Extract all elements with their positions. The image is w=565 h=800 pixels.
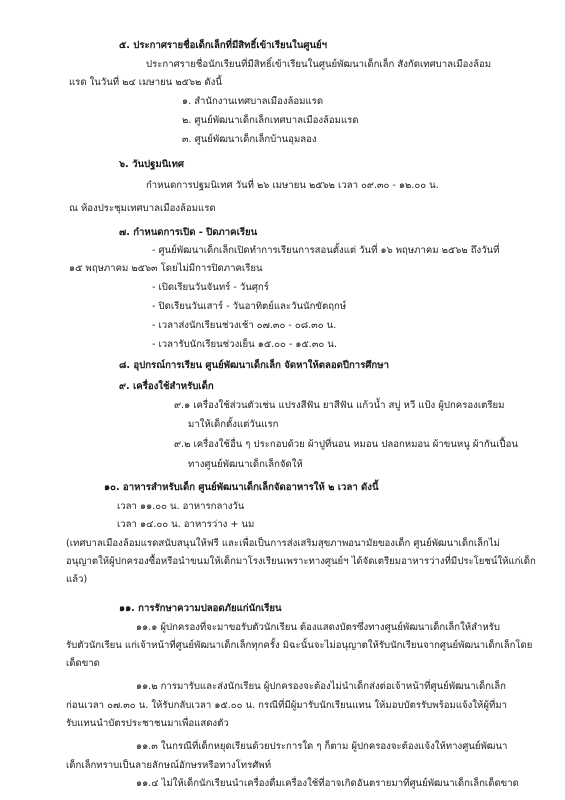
section-10-note-line-3: แล้ว) (66, 574, 88, 585)
section-9-item-1-line-2: มาให้เด็กตั้งแต่วันแรก (188, 419, 279, 430)
section-11-p1-line-1: ๑๑.๑ ผู้ปกครองที่จะมาขอรับตัวนักเรียน ต้องแสดงบัตรซึ่งทางศูนย์พัฒนาเด็กเล็กให้สำหรับ (136, 622, 500, 633)
section-7-line-2: ๑๕ พฤษภาคม ๒๕๖๓ โดยไม่มีการปิดภาคเรียน (69, 263, 263, 274)
section-7-line-1: - ศูนย์พัฒนาเด็กเล็กเปิดทำการเรียนการสอนตั้งแต่ วันที่ ๑๖ พฤษภาคม ๒๕๖๒ ถึงวันที่ (152, 245, 500, 256)
section-9-item-2-line-2: ทางศูนย์พัฒนาเด็กเล็กจัดให้ (188, 459, 303, 470)
section-6-title: ๖. วันปฐมนิเทศ (119, 159, 184, 170)
section-10-title: ๑๐. อาหารสำหรับเด็ก ศูนย์พัฒนาเด็กเล็กจัดอาหารให้ ๒ เวลา ดังนี้ (104, 482, 379, 493)
section-10-meal-1: เวลา ๑๑.๐๐ น. อาหารกลางวัน (117, 501, 245, 512)
section-11-p3-line-2: เด็กเล็กทราบเป็นลายลักษณ์อักษรหรือทางโทรศัพท์ (66, 760, 272, 771)
section-9-item-1-line-1: ๙.๑ เครื่องใช้ส่วนตัวเช่น แปรงสีฟัน ยาสีฟัน แก้วน้ำ สบู่ หวี แป้ง ผู้ปกครองเตรียม (174, 400, 505, 411)
section-5-item-1: ๑. สำนักงานเทศบาลเมืองล้อมแรด (182, 96, 324, 107)
section-11-p4-line-1: ๑๑.๔ ไม่ให้เด็กนักเรียนนำเครื่องดื่มเครื่องใช้ที่อาจเกิดอันตรายมาที่ศูนย์พัฒนาเด็กเล็กเด็ดขาด (136, 778, 519, 789)
section-6-line-2: ณ ห้องประชุมเทศบาลเมืองล้อมแรด (69, 203, 216, 214)
section-6-line-1: กำหนดการปฐมนิเทศ วันที่ ๒๖ เมษายน ๒๕๖๒ เวลา ๐๙.๓๐ - ๑๒.๐๐ น. (146, 180, 439, 191)
section-7-item-1: - เปิดเรียนวันจันทร์ - วันศุกร์ (152, 282, 269, 293)
section-7-title: ๗. กำหนดการเปิด - ปิดภาคเรียน (119, 227, 258, 238)
section-5-item-2: ๒. ศูนย์พัฒนาเด็กเล็กเทศบาลเมืองล้อมแรด (182, 115, 359, 126)
section-7-item-4: - เวลารับนักเรียนช่วงเย็น ๑๕.๐๐ - ๑๕.๓๐ น. (152, 339, 337, 350)
section-8-title: ๘. อุปกรณ์การเรียน ศูนย์พัฒนาเด็กเล็ก จัดหาให้ตลอดปีการศึกษา (119, 360, 389, 371)
section-11-p1-line-2: รับตัวนักเรียน แก่เจ้าหน้าที่ศูนย์พัฒนาเด็กเล็กทุกครั้ง มิฉะนั้นจะไม่อนุญาตให้รับนักเรียนจากศูนย์พัฒนาเด็กเล็กโดย (66, 640, 533, 651)
section-5-line-1: ประกาศรายชื่อนักเรียนที่มีสิทธิ์เข้าเรียนในศูนย์พัฒนาเด็กเล็ก สังกัดเทศบาลเมืองล้อม (146, 59, 492, 70)
section-10-note-line-1: (เทศบาลเมืองล้อมแรดสนับสนุนให้ฟรี และเพื่อเป็นการส่งเสริมสุขภาพอนามัยของเด็ก ศูนย์พัฒนาเด็กเล็กไม่ (66, 538, 500, 549)
section-5-item-3: ๓. ศูนย์พัฒนาเด็กเล็กบ้านอุมลอง (182, 134, 317, 145)
section-11-p2-line-2: ก่อนเวลา ๐๗.๓๐ น. ให้รับกลับเวลา ๑๕.๐๐ น. กรณีที่มีผู้มารับนักเรียนแทน ให้มอบบัตรรับพร้อมแจ้งให้ผู้ที่มา (66, 700, 507, 711)
section-10-note-line-2: อนุญาตให้ผู้ปกครองซื้อหรือนำขนมให้เด็กมาโรงเรียนเพราะทางศูนย์ฯ ได้จัดเตรียมอาหารว่างที่มีประโยชน์ให้แก่เด็ก (66, 556, 536, 567)
section-11-p2-line-1: ๑๑.๒ การมารับและส่งนักเรียน ผู้ปกครองจะต้องไม่นำเด็กส่งต่อเจ้าหน้าที่ศูนย์พัฒนาเด็กเล็ก (136, 681, 506, 692)
section-11-p1-line-3: เด็ดขาด (66, 658, 100, 669)
section-10-meal-2: เวลา ๑๔.๐๐ น. อาหารว่าง + นม (117, 519, 255, 530)
section-5-title: ๕. ประกาศรายชื่อเด็กเล็กที่มีสิทธิ์เข้าเรียนในศูนย์ฯ (119, 40, 328, 51)
section-7-item-3: - เวลาส่งนักเรียนช่วงเช้า ๐๗.๓๐ - ๐๘.๓๐ น. (152, 320, 337, 331)
section-7-item-2: - ปิดเรียนวันเสาร์ - วันอาทิตย์และวันนักขัตฤกษ์ (152, 301, 347, 312)
section-5-line-2: แรด ในวันที่ ๒๔ เมษายน ๒๕๖๒ ดังนี้ (69, 77, 222, 88)
section-11-p3-line-1: ๑๑.๓ ในกรณีที่เด็กหยุดเรียนด้วยประการใด ๆ ก็ตาม ผู้ปกครองจะต้องแจ้งให้ทางศูนย์พัฒนา (136, 741, 508, 752)
section-11-p2-line-3: รับแทนนำบัตรประชาชนมาเพื่อแสดงตัว (66, 718, 229, 729)
section-9-title: ๙. เครื่องใช้สำหรับเด็ก (119, 381, 214, 392)
section-11-title: ๑๑. การรักษาความปลอดภัยแก่นักเรียน (119, 603, 282, 614)
section-9-item-2-line-1: ๙.๒ เครื่องใช้อื่น ๆ ประกอบด้วย ผ้าปูที่นอน หมอน ปลอกหมอน ผ้าขนหนู ผ้ากันเปื้อน (174, 439, 518, 450)
